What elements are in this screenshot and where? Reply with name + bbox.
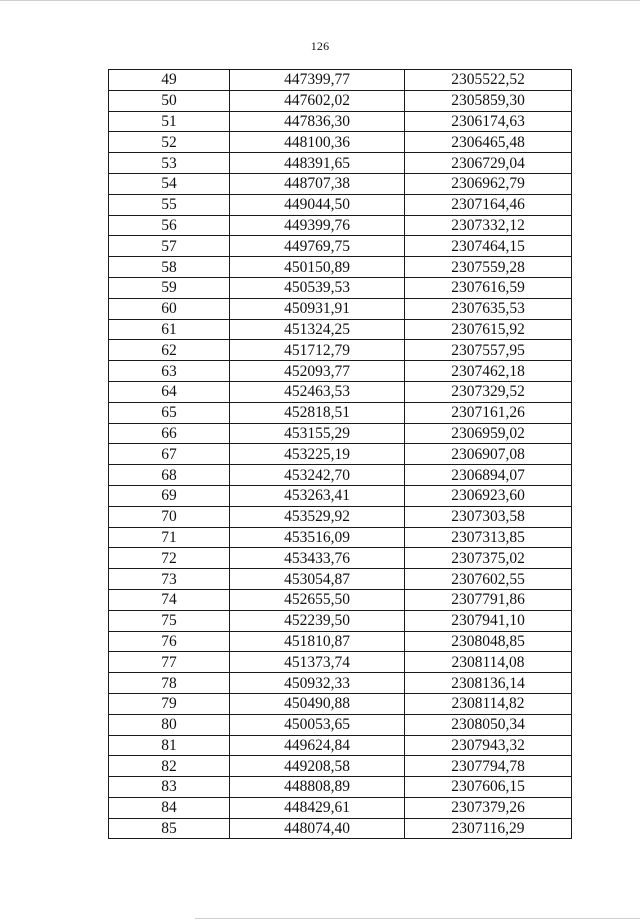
x-coordinate-cell: 452655,50 bbox=[230, 589, 405, 610]
y-coordinate-cell: 2307303,58 bbox=[405, 506, 572, 527]
y-coordinate-cell: 2307941,10 bbox=[405, 610, 572, 631]
point-number-cell: 79 bbox=[109, 693, 230, 714]
table-row bbox=[109, 465, 572, 486]
x-coordinate-cell: 453529,92 bbox=[230, 506, 405, 527]
table-row bbox=[109, 215, 572, 236]
point-number-cell: 81 bbox=[109, 735, 230, 756]
y-coordinate-cell: 2308114,08 bbox=[405, 652, 572, 673]
point-number-cell: 73 bbox=[109, 569, 230, 590]
table-row bbox=[109, 777, 572, 798]
x-coordinate-cell: 450539,53 bbox=[230, 277, 405, 298]
point-number-cell: 60 bbox=[109, 298, 230, 319]
y-coordinate-cell: 2306894,07 bbox=[405, 465, 572, 486]
point-number-cell: 54 bbox=[109, 173, 230, 194]
y-coordinate-cell: 2305859,30 bbox=[405, 90, 572, 111]
point-number-cell: 80 bbox=[109, 714, 230, 735]
x-coordinate-cell: 447836,30 bbox=[230, 111, 405, 132]
x-coordinate-cell: 449624,84 bbox=[230, 735, 405, 756]
x-coordinate-cell: 452239,50 bbox=[230, 610, 405, 631]
table-row bbox=[109, 340, 572, 361]
scan-edge-bottom bbox=[195, 918, 640, 919]
y-coordinate-cell: 2307794,78 bbox=[405, 756, 572, 777]
y-coordinate-cell: 2306959,02 bbox=[405, 423, 572, 444]
y-coordinate-cell: 2307943,32 bbox=[405, 735, 572, 756]
y-coordinate-cell: 2306962,79 bbox=[405, 173, 572, 194]
point-number-cell: 85 bbox=[109, 818, 230, 839]
table-row bbox=[109, 111, 572, 132]
table-row bbox=[109, 797, 572, 818]
point-number-cell: 64 bbox=[109, 381, 230, 402]
table-row bbox=[109, 236, 572, 257]
y-coordinate-cell: 2307375,02 bbox=[405, 548, 572, 569]
point-number-cell: 67 bbox=[109, 444, 230, 465]
table-row bbox=[109, 423, 572, 444]
y-coordinate-cell: 2308136,14 bbox=[405, 673, 572, 694]
table-row bbox=[109, 756, 572, 777]
y-coordinate-cell: 2307332,12 bbox=[405, 215, 572, 236]
point-number-cell: 58 bbox=[109, 257, 230, 278]
table-row bbox=[109, 257, 572, 278]
y-coordinate-cell: 2308114,82 bbox=[405, 693, 572, 714]
table-row bbox=[109, 527, 572, 548]
table-row bbox=[109, 194, 572, 215]
point-number-cell: 76 bbox=[109, 631, 230, 652]
point-number-cell: 50 bbox=[109, 90, 230, 111]
table-row bbox=[109, 652, 572, 673]
x-coordinate-cell: 449044,50 bbox=[230, 194, 405, 215]
x-coordinate-cell: 451810,87 bbox=[230, 631, 405, 652]
y-coordinate-cell: 2306729,04 bbox=[405, 153, 572, 174]
point-number-cell: 75 bbox=[109, 610, 230, 631]
point-number-cell: 61 bbox=[109, 319, 230, 340]
y-coordinate-cell: 2307329,52 bbox=[405, 381, 572, 402]
table-row bbox=[109, 735, 572, 756]
point-number-cell: 78 bbox=[109, 673, 230, 694]
x-coordinate-cell: 451373,74 bbox=[230, 652, 405, 673]
point-number-cell: 56 bbox=[109, 215, 230, 236]
table-row bbox=[109, 70, 572, 91]
y-coordinate-cell: 2307313,85 bbox=[405, 527, 572, 548]
x-coordinate-cell: 451712,79 bbox=[230, 340, 405, 361]
x-coordinate-cell: 452093,77 bbox=[230, 361, 405, 382]
x-coordinate-cell: 447399,77 bbox=[230, 70, 405, 91]
point-number-cell: 49 bbox=[109, 70, 230, 91]
point-number-cell: 57 bbox=[109, 236, 230, 257]
y-coordinate-cell: 2307164,46 bbox=[405, 194, 572, 215]
page-number: 126 bbox=[310, 39, 330, 53]
y-coordinate-cell: 2307116,29 bbox=[405, 818, 572, 839]
point-number-cell: 77 bbox=[109, 652, 230, 673]
point-number-cell: 66 bbox=[109, 423, 230, 444]
x-coordinate-cell: 449208,58 bbox=[230, 756, 405, 777]
y-coordinate-cell: 2307559,28 bbox=[405, 257, 572, 278]
table-row bbox=[109, 693, 572, 714]
x-coordinate-cell: 452818,51 bbox=[230, 402, 405, 423]
table-row bbox=[109, 506, 572, 527]
x-coordinate-cell: 453155,29 bbox=[230, 423, 405, 444]
point-number-cell: 84 bbox=[109, 797, 230, 818]
point-number-cell: 74 bbox=[109, 589, 230, 610]
x-coordinate-cell: 453054,87 bbox=[230, 569, 405, 590]
point-number-cell: 55 bbox=[109, 194, 230, 215]
point-number-cell: 62 bbox=[109, 340, 230, 361]
x-coordinate-cell: 452463,53 bbox=[230, 381, 405, 402]
y-coordinate-cell: 2308050,34 bbox=[405, 714, 572, 735]
y-coordinate-cell: 2306465,48 bbox=[405, 132, 572, 153]
x-coordinate-cell: 450932,33 bbox=[230, 673, 405, 694]
x-coordinate-cell: 453516,09 bbox=[230, 527, 405, 548]
x-coordinate-cell: 448707,38 bbox=[230, 173, 405, 194]
point-number-cell: 65 bbox=[109, 402, 230, 423]
y-coordinate-cell: 2306907,08 bbox=[405, 444, 572, 465]
table-row bbox=[109, 548, 572, 569]
x-coordinate-cell: 448100,36 bbox=[230, 132, 405, 153]
table-row bbox=[109, 589, 572, 610]
point-number-cell: 70 bbox=[109, 506, 230, 527]
y-coordinate-cell: 2307464,15 bbox=[405, 236, 572, 257]
y-coordinate-cell: 2307635,53 bbox=[405, 298, 572, 319]
table-row bbox=[109, 153, 572, 174]
y-coordinate-cell: 2306174,63 bbox=[405, 111, 572, 132]
point-number-cell: 69 bbox=[109, 485, 230, 506]
table-row bbox=[109, 610, 572, 631]
y-coordinate-cell: 2308048,85 bbox=[405, 631, 572, 652]
y-coordinate-cell: 2307161,26 bbox=[405, 402, 572, 423]
coordinates-table bbox=[108, 69, 572, 839]
x-coordinate-cell: 453433,76 bbox=[230, 548, 405, 569]
table-row bbox=[109, 361, 572, 382]
x-coordinate-cell: 449399,76 bbox=[230, 215, 405, 236]
x-coordinate-cell: 450931,91 bbox=[230, 298, 405, 319]
x-coordinate-cell: 450490,88 bbox=[230, 693, 405, 714]
scan-edge-top bbox=[0, 0, 640, 1]
point-number-cell: 63 bbox=[109, 361, 230, 382]
x-coordinate-cell: 448429,61 bbox=[230, 797, 405, 818]
y-coordinate-cell: 2307379,26 bbox=[405, 797, 572, 818]
y-coordinate-cell: 2307462,18 bbox=[405, 361, 572, 382]
point-number-cell: 53 bbox=[109, 153, 230, 174]
table-row bbox=[109, 402, 572, 423]
table-row bbox=[109, 277, 572, 298]
point-number-cell: 59 bbox=[109, 277, 230, 298]
x-coordinate-cell: 451324,25 bbox=[230, 319, 405, 340]
point-number-cell: 71 bbox=[109, 527, 230, 548]
table-row bbox=[109, 319, 572, 340]
coordinates-table-body bbox=[109, 70, 572, 839]
point-number-cell: 51 bbox=[109, 111, 230, 132]
table-row bbox=[109, 631, 572, 652]
point-number-cell: 82 bbox=[109, 756, 230, 777]
table-row bbox=[109, 173, 572, 194]
x-coordinate-cell: 448808,89 bbox=[230, 777, 405, 798]
x-coordinate-cell: 448391,65 bbox=[230, 153, 405, 174]
x-coordinate-cell: 448074,40 bbox=[230, 818, 405, 839]
y-coordinate-cell: 2307557,95 bbox=[405, 340, 572, 361]
y-coordinate-cell: 2307791,86 bbox=[405, 589, 572, 610]
x-coordinate-cell: 450150,89 bbox=[230, 257, 405, 278]
x-coordinate-cell: 449769,75 bbox=[230, 236, 405, 257]
x-coordinate-cell: 453225,19 bbox=[230, 444, 405, 465]
point-number-cell: 83 bbox=[109, 777, 230, 798]
table-row bbox=[109, 569, 572, 590]
y-coordinate-cell: 2307602,55 bbox=[405, 569, 572, 590]
table-row bbox=[109, 298, 572, 319]
y-coordinate-cell: 2305522,52 bbox=[405, 70, 572, 91]
y-coordinate-cell: 2307616,59 bbox=[405, 277, 572, 298]
table-row bbox=[109, 90, 572, 111]
table-row bbox=[109, 444, 572, 465]
y-coordinate-cell: 2307606,15 bbox=[405, 777, 572, 798]
table-row bbox=[109, 485, 572, 506]
point-number-cell: 52 bbox=[109, 132, 230, 153]
point-number-cell: 68 bbox=[109, 465, 230, 486]
point-number-cell: 72 bbox=[109, 548, 230, 569]
x-coordinate-cell: 450053,65 bbox=[230, 714, 405, 735]
table-row bbox=[109, 381, 572, 402]
table-row bbox=[109, 132, 572, 153]
x-coordinate-cell: 453263,41 bbox=[230, 485, 405, 506]
table-row bbox=[109, 818, 572, 839]
table-row bbox=[109, 714, 572, 735]
table-row bbox=[109, 673, 572, 694]
y-coordinate-cell: 2307615,92 bbox=[405, 319, 572, 340]
x-coordinate-cell: 447602,02 bbox=[230, 90, 405, 111]
x-coordinate-cell: 453242,70 bbox=[230, 465, 405, 486]
y-coordinate-cell: 2306923,60 bbox=[405, 485, 572, 506]
